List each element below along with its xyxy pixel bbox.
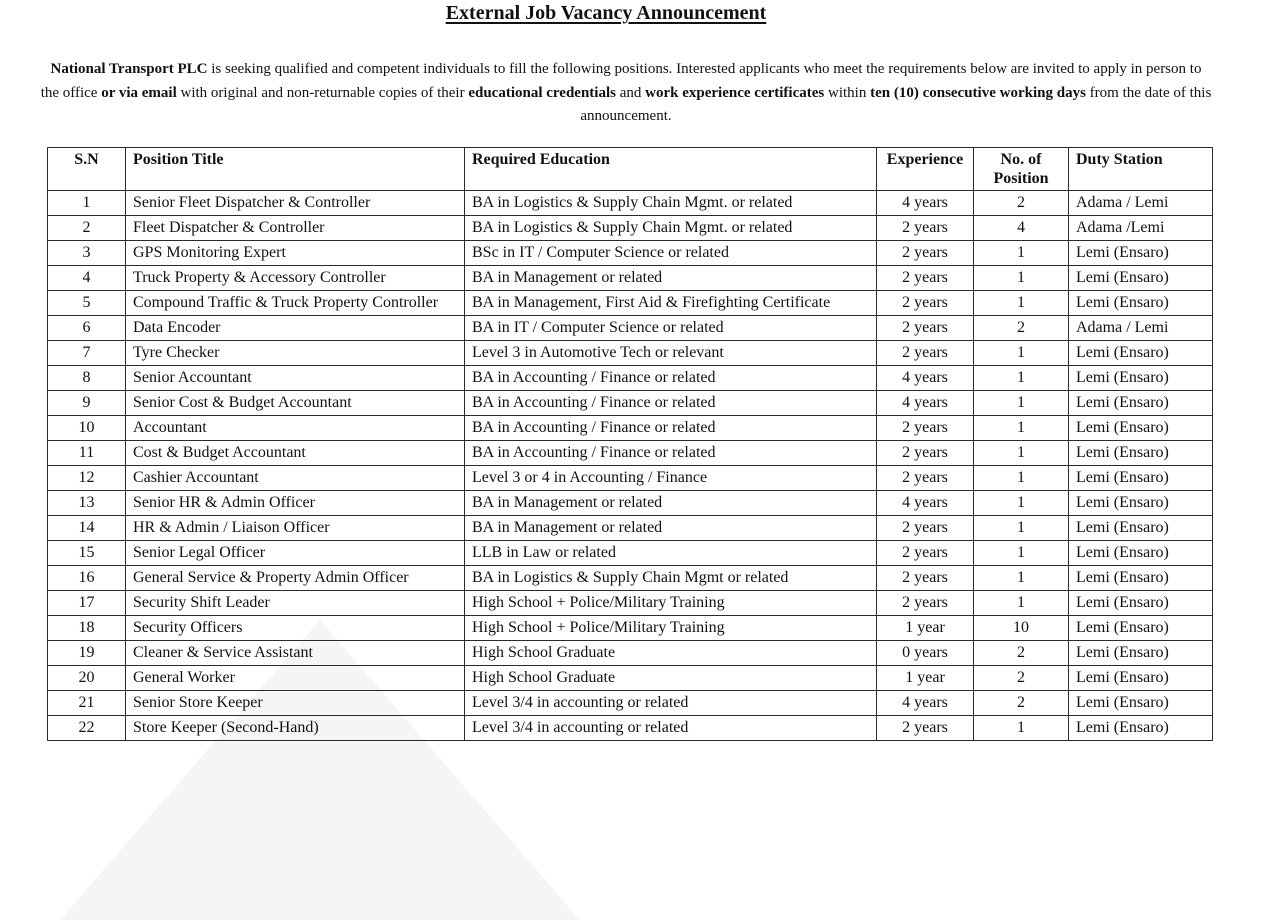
table-row (48, 466, 1213, 491)
cell-sn: 18 (48, 616, 126, 641)
cell-sn: 4 (48, 266, 126, 291)
cell-required-education: BA in Logistics & Supply Chain Mgmt. or related (465, 191, 877, 216)
cell-no-of-position: 1 (974, 441, 1069, 466)
cell-required-education: BA in Accounting / Finance or related (465, 441, 877, 466)
cell-duty-station: Lemi (Ensaro) (1069, 291, 1213, 316)
cell-required-education: BA in Management, First Aid & Firefighting Certificate (465, 291, 877, 316)
cell-no-of-position: 2 (974, 316, 1069, 341)
cell-position-title: GPS Monitoring Expert (126, 241, 465, 266)
cell-no-of-position: 2 (974, 691, 1069, 716)
cell-duty-station: Lemi (Ensaro) (1069, 541, 1213, 566)
cell-required-education: Level 3 or 4 in Accounting / Finance (465, 466, 877, 491)
company-name: National Transport PLC (50, 61, 208, 77)
cell-experience: 1 year (877, 616, 974, 641)
cell-duty-station: Lemi (Ensaro) (1069, 391, 1213, 416)
cell-no-of-position: 1 (974, 266, 1069, 291)
table-row (48, 491, 1213, 516)
intro-text: with original and non-returnable copies of their (176, 84, 469, 101)
cell-experience: 4 years (877, 191, 974, 216)
cell-experience: 0 years (877, 641, 974, 666)
cell-experience: 2 years (877, 541, 974, 566)
table-row (48, 241, 1213, 266)
cell-sn: 11 (48, 441, 126, 466)
cell-position-title: Cost & Budget Accountant (126, 441, 465, 466)
intro-paragraph (40, 58, 1212, 129)
cell-no-of-position: 10 (974, 616, 1069, 641)
header-position-title: Position Title (126, 148, 465, 191)
table-row (48, 716, 1213, 741)
cell-required-education: BA in Accounting / Finance or related (465, 416, 877, 441)
cell-sn: 13 (48, 491, 126, 516)
cell-position-title: Cashier Accountant (126, 466, 465, 491)
cell-position-title: General Service & Property Admin Officer (126, 566, 465, 591)
table-row (48, 616, 1213, 641)
cell-no-of-position: 1 (974, 716, 1069, 741)
cell-duty-station: Lemi (Ensaro) (1069, 566, 1213, 591)
cell-duty-station: Lemi (Ensaro) (1069, 466, 1213, 491)
intro-emphasis: ten (10) consecutive working days (870, 84, 1086, 101)
cell-position-title: General Worker (126, 666, 465, 691)
header-no-of-position: No. of Position (974, 148, 1069, 191)
cell-required-education: Level 3/4 in accounting or related (465, 691, 877, 716)
cell-position-title: Security Shift Leader (126, 591, 465, 616)
cell-required-education: BA in IT / Computer Science or related (465, 316, 877, 341)
cell-duty-station: Lemi (Ensaro) (1069, 716, 1213, 741)
cell-sn: 20 (48, 666, 126, 691)
cell-experience: 2 years (877, 316, 974, 341)
cell-required-education: High School + Police/Military Training (465, 616, 877, 641)
header-duty-station: Duty Station (1069, 148, 1213, 191)
cell-experience: 2 years (877, 341, 974, 366)
cell-duty-station: Lemi (Ensaro) (1069, 491, 1213, 516)
cell-position-title: Cleaner & Service Assistant (126, 641, 465, 666)
cell-position-title: Senior Legal Officer (126, 541, 465, 566)
cell-experience: 2 years (877, 416, 974, 441)
table-row (48, 441, 1213, 466)
intro-text: within (824, 84, 871, 101)
cell-experience: 4 years (877, 691, 974, 716)
cell-no-of-position: 1 (974, 391, 1069, 416)
cell-required-education: BA in Management or related (465, 491, 877, 516)
cell-experience: 4 years (877, 391, 974, 416)
cell-position-title: Truck Property & Accessory Controller (126, 266, 465, 291)
cell-no-of-position: 1 (974, 566, 1069, 591)
cell-no-of-position: 1 (974, 291, 1069, 316)
cell-required-education: BA in Accounting / Finance or related (465, 391, 877, 416)
intro-emphasis: or via email (101, 84, 177, 101)
intro-emphasis: work experience certificates (645, 84, 825, 101)
cell-experience: 2 years (877, 216, 974, 241)
table-row (48, 516, 1213, 541)
document-title: External Job Vacancy Announcement (445, 2, 767, 24)
cell-sn: 22 (48, 716, 126, 741)
header-required-education: Required Education (465, 148, 877, 191)
table-row (48, 391, 1213, 416)
cell-duty-station: Lemi (Ensaro) (1069, 341, 1213, 366)
cell-required-education: BSc in IT / Computer Science or related (465, 241, 877, 266)
cell-sn: 12 (48, 466, 126, 491)
cell-duty-station: Lemi (Ensaro) (1069, 666, 1213, 691)
intro-text: is seeking qualified and competent individuals to fill the following positions. Interested applicants who meet the requirements below are invited to apply in person to the office (40, 61, 1202, 101)
cell-experience: 2 years (877, 591, 974, 616)
cell-duty-station: Lemi (Ensaro) (1069, 591, 1213, 616)
cell-position-title: Fleet Dispatcher & Controller (126, 216, 465, 241)
cell-sn: 2 (48, 216, 126, 241)
cell-position-title: Senior Accountant (126, 366, 465, 391)
cell-position-title: HR & Admin / Liaison Officer (126, 516, 465, 541)
cell-experience: 2 years (877, 516, 974, 541)
table-row (48, 641, 1213, 666)
cell-duty-station: Lemi (Ensaro) (1069, 691, 1213, 716)
cell-sn: 14 (48, 516, 126, 541)
intro-emphasis: educational credentials (468, 84, 616, 101)
table-row (48, 366, 1213, 391)
cell-position-title: Accountant (126, 416, 465, 441)
cell-no-of-position: 2 (974, 641, 1069, 666)
cell-position-title: Senior Cost & Budget Accountant (126, 391, 465, 416)
cell-position-title: Store Keeper (Second-Hand) (126, 716, 465, 741)
cell-experience: 2 years (877, 566, 974, 591)
cell-experience: 1 year (877, 666, 974, 691)
cell-no-of-position: 4 (974, 216, 1069, 241)
cell-no-of-position: 2 (974, 191, 1069, 216)
cell-required-education: BA in Management or related (465, 516, 877, 541)
table-row (48, 591, 1213, 616)
cell-sn: 6 (48, 316, 126, 341)
cell-duty-station: Lemi (Ensaro) (1069, 616, 1213, 641)
cell-no-of-position: 1 (974, 341, 1069, 366)
intro-text: from the date of this announcement. (580, 84, 1212, 124)
cell-duty-station: Adama /Lemi (1069, 216, 1213, 241)
cell-sn: 3 (48, 241, 126, 266)
cell-required-education: LLB in Law or related (465, 541, 877, 566)
cell-position-title: Senior HR & Admin Officer (126, 491, 465, 516)
cell-sn: 17 (48, 591, 126, 616)
cell-duty-station: Lemi (Ensaro) (1069, 241, 1213, 266)
cell-duty-station: Lemi (Ensaro) (1069, 641, 1213, 666)
cell-position-title: Senior Fleet Dispatcher & Controller (126, 191, 465, 216)
cell-required-education: BA in Logistics & Supply Chain Mgmt. or related (465, 216, 877, 241)
cell-required-education: BA in Management or related (465, 266, 877, 291)
cell-required-education: BA in Logistics & Supply Chain Mgmt or related (465, 566, 877, 591)
cell-sn: 21 (48, 691, 126, 716)
cell-sn: 7 (48, 341, 126, 366)
table-row (48, 416, 1213, 441)
cell-sn: 8 (48, 366, 126, 391)
cell-sn: 19 (48, 641, 126, 666)
cell-sn: 5 (48, 291, 126, 316)
cell-required-education: Level 3 in Automotive Tech or relevant (465, 341, 877, 366)
cell-duty-station: Adama / Lemi (1069, 191, 1213, 216)
cell-no-of-position: 1 (974, 466, 1069, 491)
table-row (48, 566, 1213, 591)
cell-experience: 2 years (877, 466, 974, 491)
cell-experience: 2 years (877, 291, 974, 316)
cell-required-education: High School Graduate (465, 641, 877, 666)
table-row (48, 291, 1213, 316)
cell-experience: 2 years (877, 441, 974, 466)
header-sn: S.N (48, 148, 126, 191)
table-row (48, 666, 1213, 691)
cell-no-of-position: 1 (974, 541, 1069, 566)
cell-experience: 4 years (877, 366, 974, 391)
cell-position-title: Compound Traffic & Truck Property Controller (126, 291, 465, 316)
cell-required-education: Level 3/4 in accounting or related (465, 716, 877, 741)
table-header-row (48, 148, 1213, 191)
cell-no-of-position: 2 (974, 666, 1069, 691)
cell-position-title: Senior Store Keeper (126, 691, 465, 716)
cell-required-education: High School + Police/Military Training (465, 591, 877, 616)
cell-experience: 2 years (877, 241, 974, 266)
table-row (48, 266, 1213, 291)
cell-position-title: Data Encoder (126, 316, 465, 341)
cell-experience: 2 years (877, 266, 974, 291)
intro-text: and (615, 84, 646, 101)
cell-duty-station: Lemi (Ensaro) (1069, 441, 1213, 466)
cell-no-of-position: 1 (974, 241, 1069, 266)
table-row (48, 216, 1213, 241)
table-row (48, 341, 1213, 366)
cell-experience: 4 years (877, 491, 974, 516)
cell-duty-station: Adama / Lemi (1069, 316, 1213, 341)
cell-duty-station: Lemi (Ensaro) (1069, 516, 1213, 541)
vacancy-table (47, 147, 1213, 741)
cell-no-of-position: 1 (974, 366, 1069, 391)
cell-required-education: High School Graduate (465, 666, 877, 691)
cell-position-title: Security Officers (126, 616, 465, 641)
cell-required-education: BA in Accounting / Finance or related (465, 366, 877, 391)
cell-sn: 10 (48, 416, 126, 441)
cell-no-of-position: 1 (974, 516, 1069, 541)
cell-experience: 2 years (877, 716, 974, 741)
cell-sn: 1 (48, 191, 126, 216)
table-row (48, 316, 1213, 341)
header-experience: Experience (877, 148, 974, 191)
cell-sn: 16 (48, 566, 126, 591)
cell-sn: 15 (48, 541, 126, 566)
cell-position-title: Tyre Checker (126, 341, 465, 366)
cell-duty-station: Lemi (Ensaro) (1069, 366, 1213, 391)
cell-duty-station: Lemi (Ensaro) (1069, 266, 1213, 291)
table-row (48, 541, 1213, 566)
cell-duty-station: Lemi (Ensaro) (1069, 416, 1213, 441)
cell-no-of-position: 1 (974, 491, 1069, 516)
cell-no-of-position: 1 (974, 416, 1069, 441)
cell-sn: 9 (48, 391, 126, 416)
table-row (48, 191, 1213, 216)
cell-no-of-position: 1 (974, 591, 1069, 616)
table-row (48, 691, 1213, 716)
